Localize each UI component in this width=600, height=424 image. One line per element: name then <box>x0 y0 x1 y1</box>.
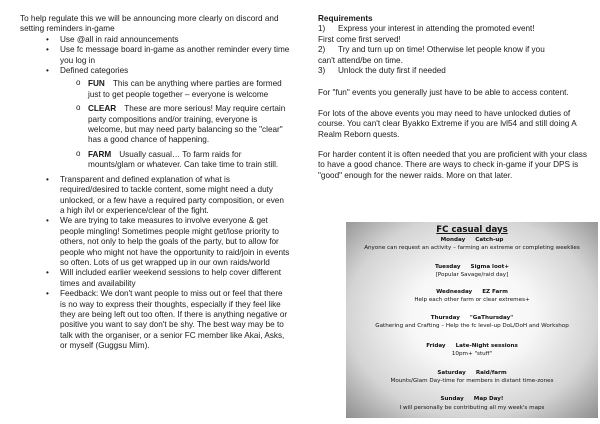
day-theme: Late-Night sessions <box>455 343 518 349</box>
day-detail: I will personally be contributing all my week's maps <box>399 405 545 411</box>
requirement-item <box>318 66 594 76</box>
list-item: • Use @all in raid announcements <box>0 35 296 45</box>
requirement-text: Try and turn up on time! Otherwise let people know if you <box>338 45 545 55</box>
announcement-list <box>0 35 296 171</box>
category-desc: These are more serious! May require certain party compositions and/or training, everyone is welcome, but may need party balancing so the "clear" has a good chance of happening. <box>88 104 286 145</box>
category-desc: Usually casual… To farm raids for mounts/glam or whatever. Can take time to train still. <box>88 149 279 170</box>
paragraph-fun-events: For "fun" events you generally just have to be able to access content. <box>318 88 569 98</box>
requirement-number: 1) <box>318 24 326 34</box>
day-detail: 10pm+ "stuff" <box>451 351 493 357</box>
requirement-text: Express your interest in attending the promoted event! <box>338 24 535 34</box>
day-detail: Anyone can request an activity – farming an extreme or completing weeklies <box>364 245 580 251</box>
requirement-number: 3) <box>318 66 326 76</box>
category-fun <box>60 79 290 100</box>
requirement-continuation: First come first served! <box>318 34 401 44</box>
category-name: FARM <box>88 149 112 159</box>
poster-day-row <box>346 370 598 376</box>
day-theme: Raid/farm <box>475 370 507 376</box>
day-detail: Mounts/Glam Day-time for members in distant time-zones <box>390 378 554 384</box>
day-name: Friday <box>426 343 446 349</box>
requirements-title: Requirements <box>318 14 373 23</box>
poster-title: FC casual days <box>436 225 508 235</box>
right-column <box>318 14 594 181</box>
explanation-list <box>0 175 296 352</box>
intro-text: To help regulate this we will be announcing more clearly on discord and setting reminders in-game <box>20 14 279 34</box>
day-theme: EZ Farm <box>482 289 508 295</box>
requirement-text: Unlock the duty first if needed <box>338 66 446 76</box>
category-list <box>60 79 290 170</box>
list-item: • Feedback: We don't want people to miss out or feel that there is no way to express their thoughts, especially if they feel like they are being left out too often. If there is anything negative or positive you want to say don't be shy. The best way may be to talk with the organiser, or a senior FC member like Akai, Asks, or myself (Guggsu Mim). <box>0 289 296 351</box>
day-name: Wednesday <box>436 289 473 295</box>
poster-day-row <box>346 315 598 321</box>
requirement-item <box>318 24 594 34</box>
left-column <box>0 14 296 352</box>
list-item <box>0 66 296 171</box>
day-detail: Help each other farm or clear extremes+ <box>414 297 530 303</box>
category-clear <box>60 104 290 146</box>
category-name: CLEAR <box>88 104 117 114</box>
day-detail: Gathering and Crafting – Help the fc level-up DoL/DoH and Workshop <box>375 323 569 329</box>
paragraph-unlocked-duties: For lots of the above events you may need to have unlocked duties of course. You can't clear Byakko Extreme if you are lvl54 and still doing A Realm Reborn quests. <box>318 108 577 139</box>
category-farm <box>60 150 290 171</box>
requirement-item <box>318 45 594 55</box>
day-name: Saturday <box>437 370 466 376</box>
defined-categories-label: Defined categories <box>60 66 129 76</box>
day-theme: Catch-up <box>475 237 504 243</box>
poster-day-row <box>346 264 598 270</box>
day-name: Thursday <box>430 315 460 321</box>
list-item: • Transparent and defined explanation of what is required/desired to tackle content, some might need a duty unlocked, or a few have a required party composition, or even a high ilvl or experience/clear of the fight. <box>0 175 296 217</box>
poster-day-row <box>346 343 598 349</box>
requirement-continuation: can't attend/be on time. <box>318 55 403 65</box>
day-theme: Sigma loot+ <box>470 264 510 270</box>
poster-day-row <box>346 396 598 402</box>
category-name: FUN <box>88 79 105 89</box>
day-name: Tuesday <box>434 264 461 270</box>
poster-day-row <box>346 237 598 243</box>
requirement-number: 2) <box>318 45 326 55</box>
day-theme: Map Day! <box>473 396 504 402</box>
list-item: • Will included earlier weekend sessions to help cover different times and availability <box>0 268 296 289</box>
day-theme: "GaThursday" <box>469 315 514 321</box>
day-name: Monday <box>440 237 466 243</box>
day-name: Sunday <box>440 396 464 402</box>
list-item: • We are trying to take measures to involve everyone & get people mingling! Sometimes people might get/lose priority to others, not only to help the goals of the party, but to allow for people who might not have the opportunity to raid/join in events so often. Lots of us get wrapped up in our own raids/world <box>0 216 296 268</box>
day-detail: [Popular Savage/raid day] <box>435 272 509 278</box>
list-item: • Use fc message board in-game as another reminder every time you log in <box>0 45 296 66</box>
poster-day-row <box>346 289 598 295</box>
category-desc: This can be anything where parties are formed just to get people together – everyone is welcome <box>88 79 282 99</box>
fc-casual-days-poster <box>346 222 598 418</box>
paragraph-harder-content: For harder content it is often needed that you are proficient with your class to have a good chance. There are ways to check in-game if your DPS is "good" enough for the newer raids. More on that later. <box>318 150 587 180</box>
